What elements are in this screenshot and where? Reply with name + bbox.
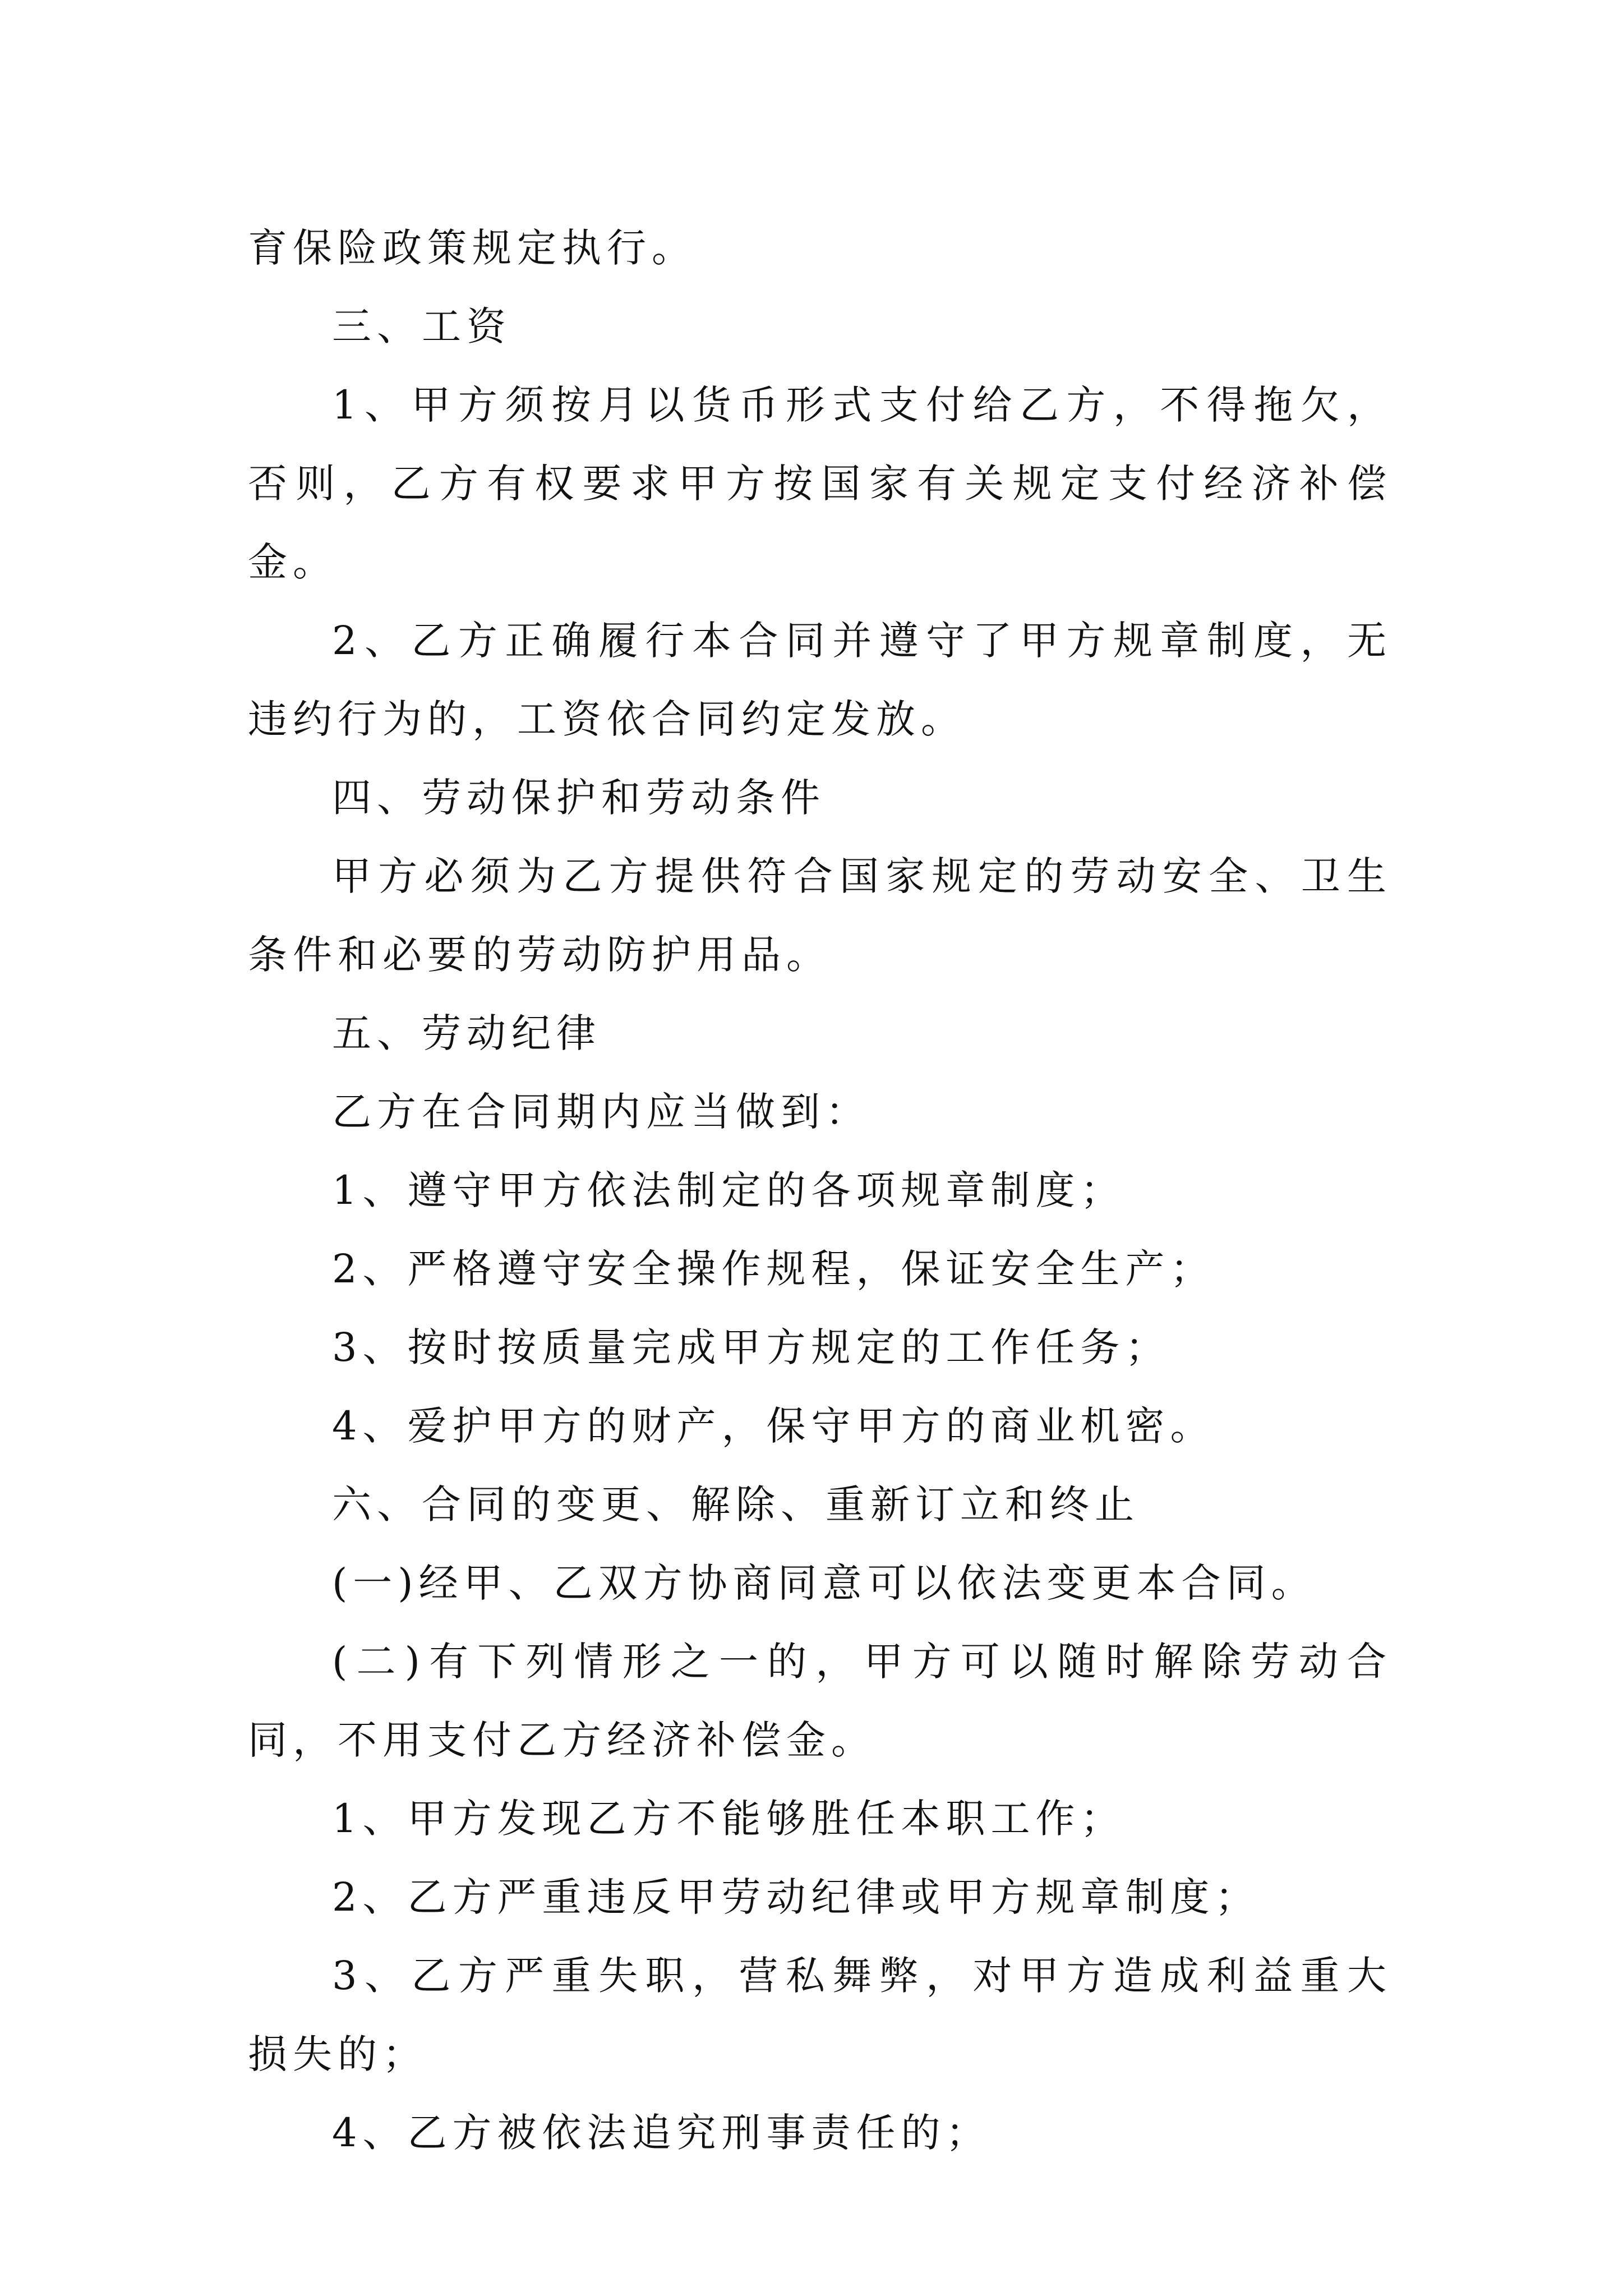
paragraph: (二)有下列情形之一的，甲方可以随时解除劳动合同，不用支付乙方经济补偿金。 xyxy=(248,1639,1392,1763)
paragraph: 育保险政策规定执行。 xyxy=(248,225,697,271)
list-item: 3、乙方严重失职，营私舞弊，对甲方造成利益重大损失的； xyxy=(248,1953,1392,2077)
list-item: 2、乙方严重违反甲劳动纪律或甲方规章制度； xyxy=(332,1874,1260,1920)
paragraph: (一)经甲、乙双方协商同意可以依法变更本合同。 xyxy=(332,1560,1316,1606)
paragraph: 1、甲方须按月以货币形式支付给乙方，不得拖欠，否则，乙方有权要求甲方按国家有关规定支付经济补偿金。 xyxy=(248,382,1392,585)
paragraph: 甲方必须为乙方提供符合国家规定的劳动安全、卫生条件和必要的劳动防护用品。 xyxy=(248,853,1392,978)
list-item: 1、甲方发现乙方不能够胜任本职工作； xyxy=(332,1796,1126,1842)
section-heading: 三、工资 xyxy=(332,303,511,349)
list-item: 1、遵守甲方依法制定的各项规章制度； xyxy=(332,1167,1126,1213)
document-body xyxy=(248,209,1392,2172)
list-item: 2、严格遵守安全操作规程，保证安全生产； xyxy=(332,1246,1215,1292)
section-heading: 六、合同的变更、解除、重新订立和终止 xyxy=(332,1481,1140,1527)
section-heading: 四、劳动保护和劳动条件 xyxy=(332,775,826,821)
list-item: 4、爱护甲方的财产，保守甲方的商业机密。 xyxy=(332,1403,1215,1449)
list-item: 3、按时按质量完成甲方规定的工作任务； xyxy=(332,1324,1170,1370)
paragraph: 2、乙方正确履行本合同并遵守了甲方规章制度，无违约行为的，工资依合同约定发放。 xyxy=(248,618,1392,742)
paragraph: 乙方在合同期内应当做到： xyxy=(332,1089,870,1135)
list-item: 4、乙方被依法追究刑事责任的； xyxy=(332,2110,991,2156)
section-heading: 五、劳动纪律 xyxy=(332,1010,601,1056)
